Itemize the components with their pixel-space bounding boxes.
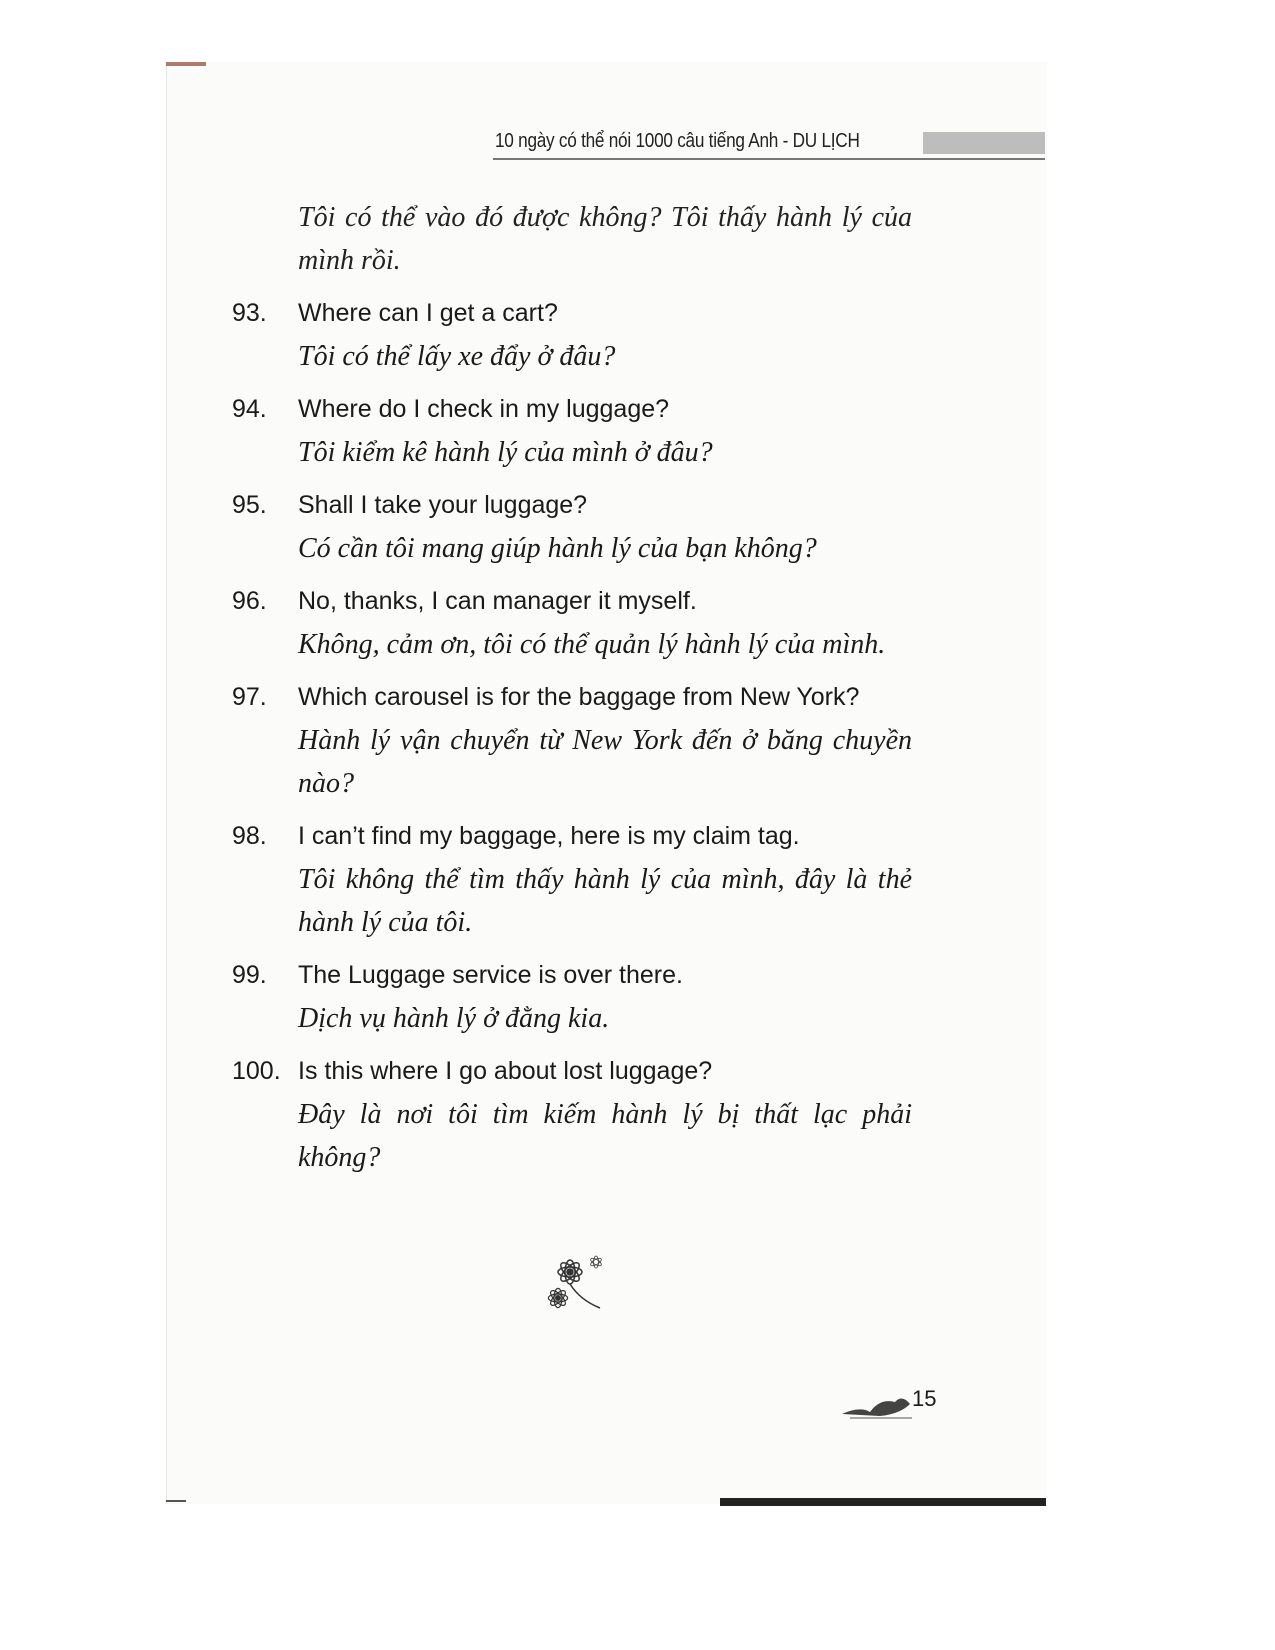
page-edge-shadow: [720, 1498, 1046, 1506]
english-phrase: Where do I check in my luggage?: [298, 395, 670, 423]
footer-ornament-icon: [840, 1384, 915, 1424]
english-phrase: Shall I take your luggage?: [298, 491, 588, 519]
entry-number: 95.: [232, 491, 267, 519]
phrase-entry: [232, 580, 932, 666]
english-phrase: Where can I get a cart?: [298, 299, 558, 327]
phrase-entry: [232, 815, 932, 944]
vietnamese-translation: Tôi có thể lấy xe đẩy ở đâu?: [298, 341, 616, 372]
page-number: 15: [912, 1386, 937, 1411]
running-header: [493, 128, 1045, 160]
vietnamese-translation: Không, cảm ơn, tôi có thể quản lý hành lý của mình.: [298, 629, 886, 660]
page-edge-mark: [166, 1500, 186, 1502]
english-phrase: No, thanks, I can manager it myself.: [298, 587, 697, 615]
vietnamese-translation: Có cần tôi mang giúp hành lý của bạn không?: [298, 533, 817, 564]
phrase-entry: [232, 954, 932, 1040]
header-decor-bar: [923, 132, 1045, 154]
english-phrase: Is this where I go about lost luggage?: [298, 1057, 713, 1085]
english-phrase: I can’t find my baggage, here is my claim tag.: [298, 822, 800, 850]
phrase-entry: [232, 292, 932, 378]
entry-number: 98.: [232, 822, 267, 850]
page-edge-mark: [166, 62, 206, 66]
english-phrase: Which carousel is for the baggage from New York?: [298, 683, 860, 711]
phrase-entry: [232, 484, 932, 570]
phrase-entry: [232, 676, 932, 805]
vietnamese-translation: Dịch vụ hành lý ở đằng kia.: [298, 1003, 610, 1034]
entry-number: 93.: [232, 299, 267, 327]
vietnamese-translation: Tôi kiểm kê hành lý của mình ở đâu?: [298, 437, 713, 468]
header-title: 10 ngày có thể nói 1000 câu tiếng Anh - DU LỊCH: [495, 130, 860, 152]
entry-number: 100.: [232, 1057, 281, 1085]
phrase-list: [232, 196, 932, 1179]
english-phrase: The Luggage service is over there.: [298, 961, 683, 989]
continued-translation: Tôi có thể vào đó được không? Tôi thấy hành lý của mình rồi.: [298, 202, 912, 276]
entry-number: 97.: [232, 683, 267, 711]
entry-number: 99.: [232, 961, 267, 989]
entry-number: 96.: [232, 587, 267, 615]
phrase-entry: [232, 388, 932, 474]
vietnamese-translation: Hành lý vận chuyển từ New York đến ở băng chuyền nào?: [298, 725, 912, 799]
vietnamese-translation: Đây là nơi tôi tìm kiếm hành lý bị thất lạc phải không?: [298, 1099, 912, 1173]
vietnamese-translation: Tôi không thể tìm thấy hành lý của mình, đây là thẻ hành lý của tôi.: [298, 864, 912, 938]
phrase-entry: [232, 1050, 932, 1179]
entry-number: 94.: [232, 395, 267, 423]
flower-ornament-icon: [540, 1250, 610, 1320]
